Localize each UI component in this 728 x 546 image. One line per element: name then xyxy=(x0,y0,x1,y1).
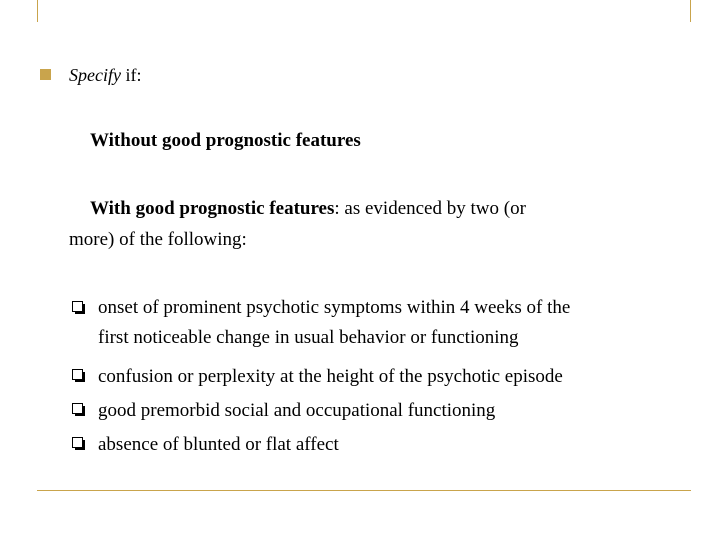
checkbox-bullet-icon xyxy=(72,403,86,417)
specify-italic: Specify xyxy=(69,65,121,85)
checkbox-bullet-icon xyxy=(72,369,86,383)
frame-bottom-line xyxy=(37,490,691,491)
list-item-text: absence of blunted or flat affect xyxy=(98,434,339,455)
checkbox-bullet-icon xyxy=(72,301,86,315)
list-item-text: good premorbid social and occupational functioning xyxy=(98,400,496,421)
list-item-text xyxy=(98,293,570,353)
with-good-prognostic-line2: more) of the following: xyxy=(69,229,247,250)
specify-line xyxy=(69,62,141,88)
list-item-text: confusion or perplexity at the height of the psychotic episode xyxy=(98,366,563,387)
main-bullet-square xyxy=(40,69,51,80)
frame-right-line xyxy=(690,0,691,22)
with-good-prognostic-features-line xyxy=(90,196,526,222)
with-good-prognostic-label: With good prognostic features xyxy=(90,198,335,219)
list-item-line1: onset of prominent psychotic symptoms within 4 weeks of the xyxy=(98,297,571,318)
list-item-line2: first noticeable change in usual behavior or functioning xyxy=(98,327,519,348)
checkbox-bullet-icon xyxy=(72,437,86,451)
specify-rest: if: xyxy=(120,65,142,85)
without-good-prognostic-features: Without good prognostic features xyxy=(90,130,361,151)
frame-left-line xyxy=(37,0,38,22)
with-good-prognostic-rest: : as evidenced by two (or xyxy=(334,198,526,219)
